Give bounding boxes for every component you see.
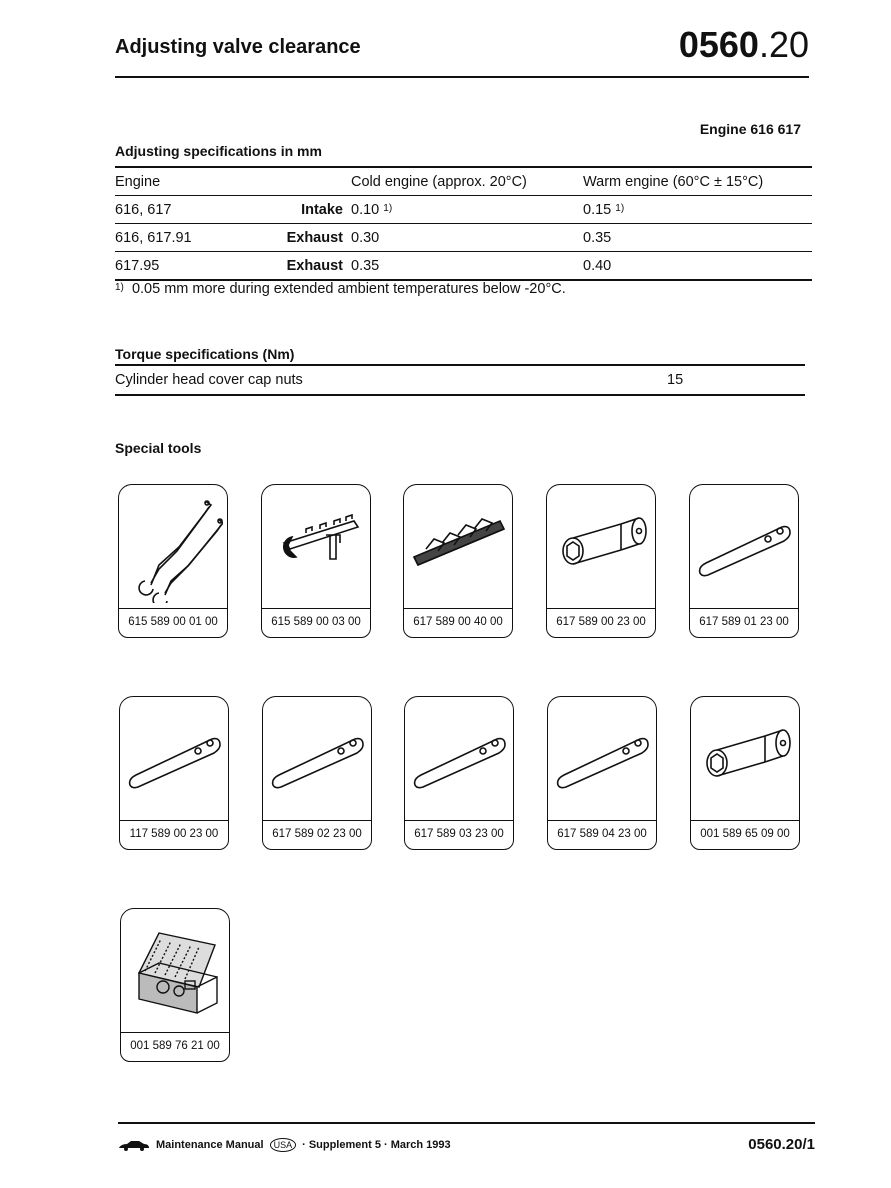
warm-cell: 0.40 (583, 252, 812, 281)
cold-cell: 0.30 (351, 224, 583, 252)
footer-rule (118, 1122, 815, 1124)
tool-number: 615 589 00 01 00 (119, 608, 227, 635)
engine-cell: 616, 617.91 (115, 224, 235, 252)
tool-card (546, 484, 656, 638)
table-row (115, 252, 812, 281)
adjusting-table (115, 166, 812, 281)
valve-holder-bar-icon (408, 493, 508, 603)
adjusting-title: Adjusting specifications in mm (115, 143, 322, 159)
torque-value: 15 (667, 365, 805, 395)
warm-cell: 0.15 $^{1)}$ (583, 196, 812, 224)
tool-case-icon (125, 917, 225, 1027)
flat-wrench-icon (409, 705, 509, 815)
tool-number: 001 589 76 21 00 (121, 1032, 229, 1059)
engine-cell: 616, 617 (115, 196, 235, 224)
open-end-wrench-icon (266, 493, 366, 603)
flat-wrench-icon (124, 705, 224, 815)
socket-icon (551, 493, 651, 603)
manual-title: Maintenance Manual (156, 1139, 264, 1151)
footer-left (118, 1138, 451, 1152)
tool-card (119, 696, 229, 850)
flat-wrench-icon (267, 705, 367, 815)
footnote: $^{1)}$ 0.05 mm more during extended ambient temperatures below -20°C. (115, 281, 566, 297)
column-header (235, 167, 351, 196)
socket-icon (695, 705, 795, 815)
flat-wrench-icon (552, 705, 652, 815)
page-number: 0560.20/1 (748, 1136, 815, 1153)
table-row (115, 365, 805, 395)
engine-cell: 617.95 (115, 252, 235, 281)
tool-number: 001 589 65 09 00 (691, 820, 799, 847)
tool-number: 117 589 00 23 00 (120, 820, 228, 847)
region-badge: USA (270, 1138, 297, 1152)
tool-card (404, 696, 514, 850)
tool-card (547, 696, 657, 850)
tool-number: 617 589 00 23 00 (547, 608, 655, 635)
page-title: Adjusting valve clearance (115, 36, 361, 58)
supplement-info: · Supplement 5 · March 1993 (302, 1139, 451, 1151)
section-code: 0560.20 (678, 24, 809, 65)
tool-card (690, 696, 800, 850)
table-row (115, 196, 812, 224)
tool-number: 615 589 00 03 00 (262, 608, 370, 635)
header-rule (115, 76, 809, 78)
tool-card (118, 484, 228, 638)
tool-number: 617 589 00 40 00 (404, 608, 512, 635)
column-header: Warm engine (60°C ± 15°C) (583, 167, 812, 196)
torque-label: Cylinder head cover cap nuts (115, 365, 667, 395)
warm-cell: 0.35 (583, 224, 812, 252)
valve-cell: Exhaust (235, 252, 351, 281)
engine-label: Engine 616 617 (699, 121, 801, 137)
valve-cell: Exhaust (235, 224, 351, 252)
tool-card (403, 484, 513, 638)
tool-card (120, 908, 230, 1062)
car-logo-icon (118, 1139, 150, 1151)
cold-cell: 0.10 $^{1)}$ (351, 196, 583, 224)
tool-card (261, 484, 371, 638)
tool-number: 617 589 02 23 00 (263, 820, 371, 847)
column-header: Cold engine (approx. 20°C) (351, 167, 583, 196)
tool-number: 617 589 01 23 00 (690, 608, 798, 635)
torque-table (115, 364, 805, 396)
torque-title: Torque specifications (Nm) (115, 346, 295, 362)
table-header-row (115, 167, 812, 196)
special-tools-title: Special tools (115, 440, 202, 456)
flat-wrench-icon (694, 493, 794, 603)
column-header: Engine (115, 167, 235, 196)
tool-number: 617 589 03 23 00 (405, 820, 513, 847)
table-row (115, 224, 812, 252)
double-offset-wrench-icon (123, 493, 223, 603)
tool-card (262, 696, 372, 850)
tool-card (689, 484, 799, 638)
valve-cell: Intake (235, 196, 351, 224)
cold-cell: 0.35 (351, 252, 583, 281)
tool-number: 617 589 04 23 00 (548, 820, 656, 847)
